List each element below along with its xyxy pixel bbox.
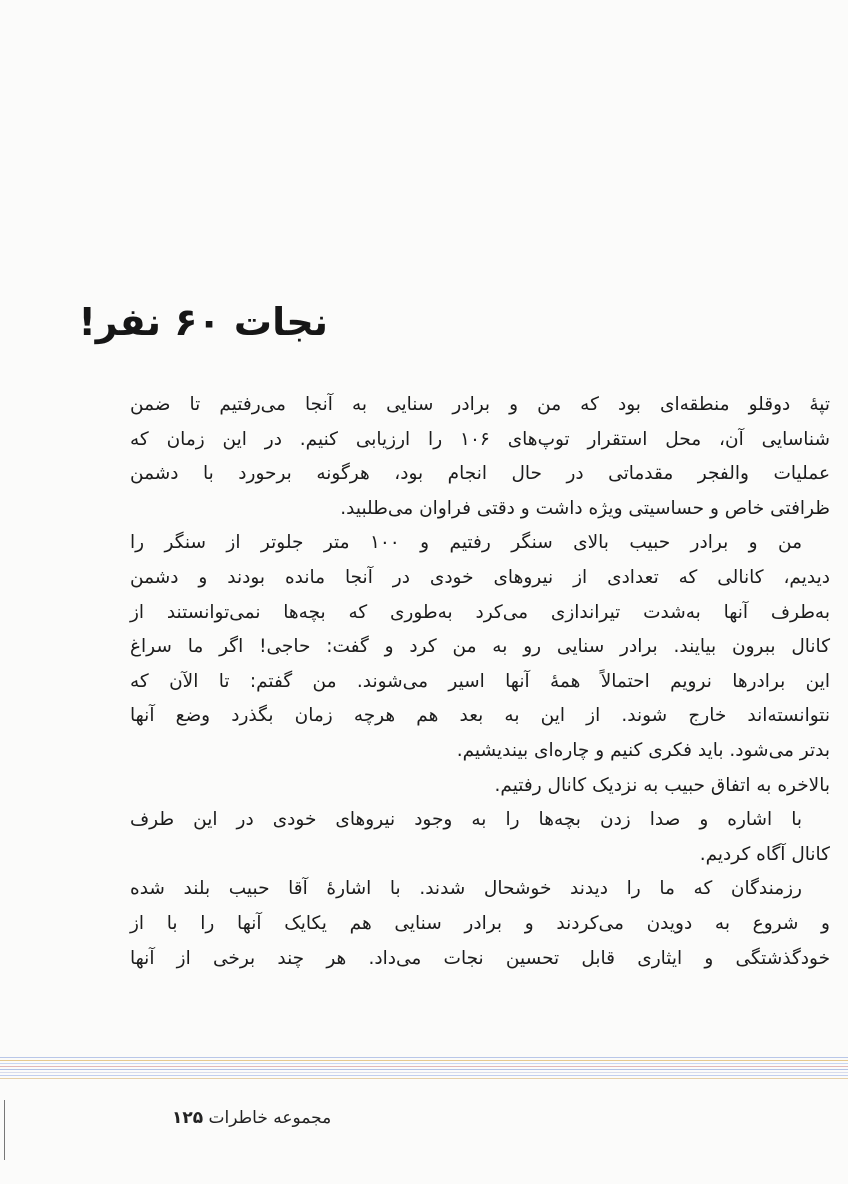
text-line: خودگذشتگی و ایثاری قابل تحسین نجات می‌داد. هر چند برخی از آنها xyxy=(130,947,830,969)
body-text xyxy=(130,388,830,976)
text-line: بدتر می‌شود. باید فکری کنیم و چاره‌ای بیندیشیم. xyxy=(456,739,830,761)
footer-label: مجموعه خاطرات xyxy=(208,1108,332,1128)
text-line: این برادرها نرویم احتمالاً همهٔ آنها اسیر می‌شوند. من گفتم: تا الآن که xyxy=(130,670,830,692)
text-line: با اشاره و صدا زدن بچه‌ها را به وجود نیروهای خودی در این طرف xyxy=(130,809,802,831)
text-line: شناسایی آن، محل استقرار توپ‌های ۱۰۶ را ارزیابی کنیم. در این زمان که xyxy=(130,428,831,450)
text-line: عملیات والفجر مقدماتی در حال انجام بود، هرگونه برحورد با دشمن xyxy=(130,463,830,485)
text-line: بالاخره به اتفاق حبیب به نزدیک کانال رفتیم. xyxy=(494,774,830,796)
text-line: و شروع به دویدن می‌کردند و برادر سنایی هم یکایک آنها را با از xyxy=(130,912,830,934)
chapter-title: نجات ۶۰ نفر! xyxy=(78,300,328,344)
text-line: دیدیم، کانالی که تعدادی از نیروهای خودی در آنجا مانده بودند و دشمن xyxy=(130,566,830,588)
scan-edge-mark xyxy=(4,1100,5,1160)
text-line: به‌طرف آنها به‌شدت تیراندازی می‌کرد به‌طوری که بچه‌ها نمی‌توانستند از xyxy=(130,601,830,623)
text-line: نتوانسته‌اند خارج شوند. از این به بعد هم هرچه زمان بگذرد وضع آنها xyxy=(130,705,830,727)
text-line: ظرافتی خاص و حساسیتی ویژه داشت و دقتی فراوان می‌طلبید. xyxy=(340,497,830,519)
scan-artifact-lines xyxy=(0,1055,848,1085)
text-line: کانال ببرون بیایند. برادر سنایی رو به من کرد و گفت: حاجی! اگر ما سراغ xyxy=(130,636,830,658)
text-line: من و برادر حبیب بالای سنگر رفتیم و ۱۰۰ متر جلوتر از سنگر را xyxy=(130,532,802,554)
text-line: تپهٔ دوقلو منطقه‌ای بود که من و برادر سنایی به آنجا می‌رفتیم تا ضمن xyxy=(130,394,830,415)
page-footer xyxy=(150,1108,331,1128)
page-number: ۱۲۵ xyxy=(172,1108,204,1128)
text-line: رزمندگان که ما را دیدند خوشحال شدند. با اشارهٔ آقا حبیب بلند شده xyxy=(130,878,802,900)
text-line: کانال آگاه کردیم. xyxy=(699,843,830,865)
